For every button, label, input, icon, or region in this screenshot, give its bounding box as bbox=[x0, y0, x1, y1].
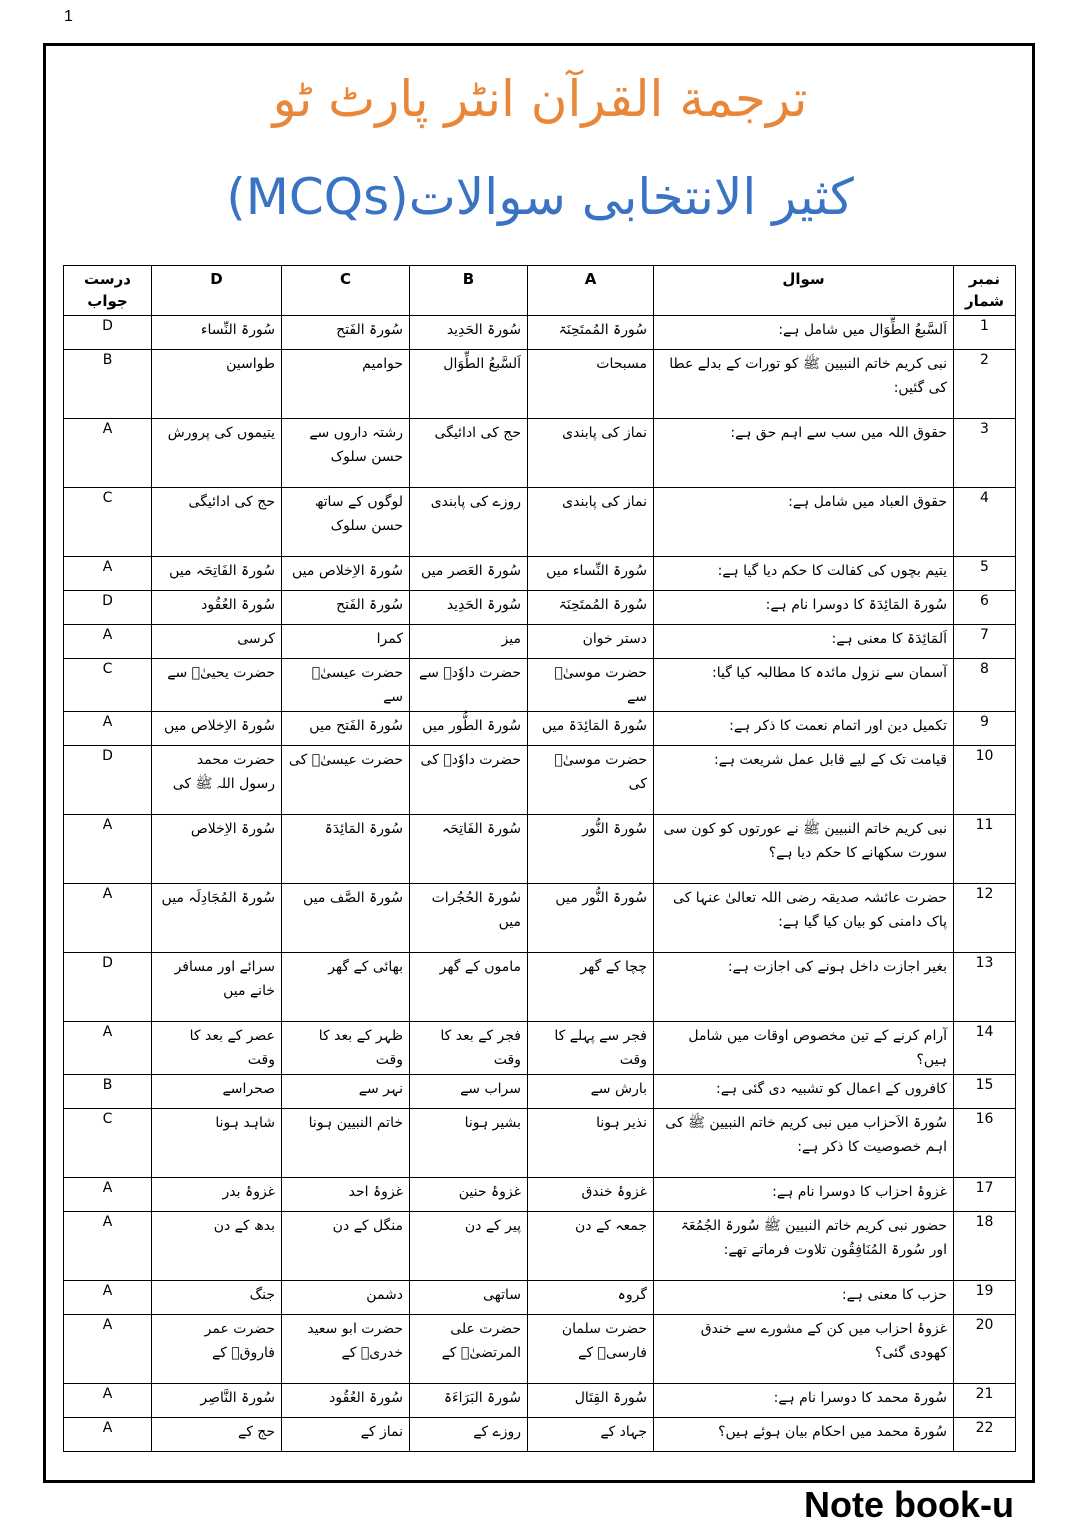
option-a-cell: حضرت سلمان فارسیؓ کے bbox=[528, 1315, 654, 1384]
table-row bbox=[64, 1315, 1016, 1384]
answer-cell: B bbox=[64, 1075, 152, 1109]
table-row bbox=[64, 419, 1016, 488]
question-cell: حزب کا معنی ہے: bbox=[654, 1281, 954, 1315]
option-c-cell: نہر سے bbox=[282, 1075, 410, 1109]
question-cell: اَلسَّبعُ الطِّوَال میں شامل ہے: bbox=[654, 316, 954, 350]
header-a: A bbox=[528, 266, 654, 316]
row-number: 22 bbox=[954, 1418, 1016, 1452]
option-b-cell: میز bbox=[410, 625, 528, 659]
answer-cell: A bbox=[64, 625, 152, 659]
header-c: C bbox=[282, 266, 410, 316]
option-a-cell: دستر خوان bbox=[528, 625, 654, 659]
option-b-cell: اَلسَّبعُ الطِّوَال bbox=[410, 350, 528, 419]
option-a-cell: نماز کی پابندی bbox=[528, 488, 654, 557]
answer-cell: C bbox=[64, 659, 152, 712]
question-cell: اَلمَائِدَۃ کا معنی ہے: bbox=[654, 625, 954, 659]
table-row bbox=[64, 350, 1016, 419]
option-d-cell: سُورۃ الفَاتِحَہ میں bbox=[152, 557, 282, 591]
row-number: 19 bbox=[954, 1281, 1016, 1315]
option-d-cell: جنگ bbox=[152, 1281, 282, 1315]
document-title: ترجمة القرآن انٹر پارٹ ٹو bbox=[272, 70, 808, 128]
option-c-cell: سُورۃ الفَتح bbox=[282, 591, 410, 625]
option-a-cell: سُورۃ المُمتَحِنَۃ bbox=[528, 316, 654, 350]
option-d-cell: سُورۃ النِّساء bbox=[152, 316, 282, 350]
option-c-cell: حضرت عیسیٰؑ کی bbox=[282, 746, 410, 815]
option-b-cell: حضرت داوٗدؑ کی bbox=[410, 746, 528, 815]
option-b-cell: حضرت داوٗدؑ سے bbox=[410, 659, 528, 712]
row-number: 10 bbox=[954, 746, 1016, 815]
table-row bbox=[64, 625, 1016, 659]
answer-cell: C bbox=[64, 1109, 152, 1178]
table-row bbox=[64, 746, 1016, 815]
option-d-cell: سُورۃ الاِخلاص میں bbox=[152, 712, 282, 746]
option-a-cell: گروہ bbox=[528, 1281, 654, 1315]
document-subtitle: کثیر الانتخابی سوالات(MCQs) bbox=[226, 168, 854, 226]
table-row bbox=[64, 1281, 1016, 1315]
option-c-cell: سُورۃ المَائِدَۃ bbox=[282, 815, 410, 884]
option-a-cell: سُورۃ النِّساء میں bbox=[528, 557, 654, 591]
option-b-cell: حج کی ادائیگی bbox=[410, 419, 528, 488]
option-b-cell: روزے کے bbox=[410, 1418, 528, 1452]
table-row bbox=[64, 1212, 1016, 1281]
answer-cell: C bbox=[64, 488, 152, 557]
option-b-cell: سُورۃ الطُّور میں bbox=[410, 712, 528, 746]
row-number: 12 bbox=[954, 884, 1016, 953]
option-c-cell: سُورۃ العُقُود bbox=[282, 1384, 410, 1418]
footer-brand: Note book-u bbox=[804, 1484, 1014, 1525]
option-d-cell: بدھ کے دن bbox=[152, 1212, 282, 1281]
option-c-cell: حوامیم bbox=[282, 350, 410, 419]
table-row bbox=[64, 1075, 1016, 1109]
option-c-cell: سُورۃ الفَتح bbox=[282, 316, 410, 350]
option-c-cell: سُورۃ الصَّف میں bbox=[282, 884, 410, 953]
option-b-cell: سُورۃ العَصر میں bbox=[410, 557, 528, 591]
answer-cell: D bbox=[64, 591, 152, 625]
question-cell: کافروں کے اعمال کو تشبیہ دی گئی ہے: bbox=[654, 1075, 954, 1109]
option-b-cell: سُورۃ الفَاتِحَہ bbox=[410, 815, 528, 884]
option-c-cell: سُورۃ الفَتح میں bbox=[282, 712, 410, 746]
option-d-cell: عصر کے بعد کا وقت bbox=[152, 1022, 282, 1075]
table-row bbox=[64, 1022, 1016, 1075]
header-answer: درست جواب bbox=[64, 266, 152, 316]
option-c-cell: غزوۂ احد bbox=[282, 1178, 410, 1212]
row-number: 15 bbox=[954, 1075, 1016, 1109]
question-cell: آسمان سے نزول مائدہ کا مطالبہ کیا گیا: bbox=[654, 659, 954, 712]
answer-cell: A bbox=[64, 1022, 152, 1075]
question-cell: سُورۃ محمد کا دوسرا نام ہے: bbox=[654, 1384, 954, 1418]
option-a-cell: سُورۃ المُمتَحِنَۃ bbox=[528, 591, 654, 625]
option-c-cell: لوگوں کے ساتھ حسن سلوک bbox=[282, 488, 410, 557]
option-b-cell: روزے کی پابندی bbox=[410, 488, 528, 557]
option-a-cell: غزوۂ خندق bbox=[528, 1178, 654, 1212]
row-number: 9 bbox=[954, 712, 1016, 746]
option-b-cell: ماموں کے گھر bbox=[410, 953, 528, 1022]
option-c-cell: ظہر کے بعد کا وقت bbox=[282, 1022, 410, 1075]
question-cell: حقوق اللہ میں سب سے اہم حق ہے: bbox=[654, 419, 954, 488]
question-cell: سُورۃ محمد میں احکام بیان ہوئے ہیں؟ bbox=[654, 1418, 954, 1452]
option-a-cell: مسبحات bbox=[528, 350, 654, 419]
row-number: 11 bbox=[954, 815, 1016, 884]
table-row bbox=[64, 1418, 1016, 1452]
row-number: 20 bbox=[954, 1315, 1016, 1384]
row-number: 8 bbox=[954, 659, 1016, 712]
answer-cell: A bbox=[64, 1418, 152, 1452]
option-b-cell: غزوۂ حنین bbox=[410, 1178, 528, 1212]
option-a-cell: نذیر ہونا bbox=[528, 1109, 654, 1178]
table-row bbox=[64, 884, 1016, 953]
mcq-table bbox=[63, 265, 1016, 1452]
header-question: سوال bbox=[654, 266, 954, 316]
question-cell: بغیر اجازت داخل ہونے کی اجازت ہے: bbox=[654, 953, 954, 1022]
row-number: 2 bbox=[954, 350, 1016, 419]
answer-cell: A bbox=[64, 1384, 152, 1418]
option-d-cell: حضرت محمد رسول اللہ ﷺ کی bbox=[152, 746, 282, 815]
row-number: 16 bbox=[954, 1109, 1016, 1178]
option-d-cell: حضرت یحییٰؑ سے bbox=[152, 659, 282, 712]
row-number: 5 bbox=[954, 557, 1016, 591]
header-sno: نمبر شمار bbox=[954, 266, 1016, 316]
option-d-cell: طواسین bbox=[152, 350, 282, 419]
option-c-cell: خاتم النبیین ہونا bbox=[282, 1109, 410, 1178]
option-b-cell: فجر کے بعد کا وقت bbox=[410, 1022, 528, 1075]
header-d: D bbox=[152, 266, 282, 316]
row-number: 6 bbox=[954, 591, 1016, 625]
row-number: 18 bbox=[954, 1212, 1016, 1281]
option-a-cell: چچا کے گھر bbox=[528, 953, 654, 1022]
row-number: 21 bbox=[954, 1384, 1016, 1418]
table-row bbox=[64, 316, 1016, 350]
option-c-cell: حضرت عیسیٰؑ سے bbox=[282, 659, 410, 712]
row-number: 3 bbox=[954, 419, 1016, 488]
option-b-cell: سُورۃ الحَدِید bbox=[410, 591, 528, 625]
question-cell: غزوۂ احزاب میں کن کے مشورے سے خندق کھودی گئی؟ bbox=[654, 1315, 954, 1384]
answer-cell: D bbox=[64, 746, 152, 815]
table-row bbox=[64, 591, 1016, 625]
answer-cell: D bbox=[64, 316, 152, 350]
answer-cell: A bbox=[64, 884, 152, 953]
option-d-cell: سُورۃ العُقُود bbox=[152, 591, 282, 625]
page-number: 1 bbox=[64, 8, 73, 25]
option-b-cell: حضرت علی المرتضیٰؓ کے bbox=[410, 1315, 528, 1384]
answer-cell: A bbox=[64, 1281, 152, 1315]
question-cell: نبی کریم خاتم النبیین ﷺ نے عورتوں کو کون سی سورت سکھانے کا حکم دیا ہے؟ bbox=[654, 815, 954, 884]
table-row bbox=[64, 953, 1016, 1022]
option-c-cell: سُورۃ الاِخلاص میں bbox=[282, 557, 410, 591]
option-a-cell: سُورۃ المَائِدَۃ میں bbox=[528, 712, 654, 746]
option-a-cell: سُورۃ النُّور bbox=[528, 815, 654, 884]
option-a-cell: جمعہ کے دن bbox=[528, 1212, 654, 1281]
option-b-cell: سُورۃ البَرَاءَۃ bbox=[410, 1384, 528, 1418]
option-b-cell: سُورۃ الحُجُرات میں bbox=[410, 884, 528, 953]
option-d-cell: حضرت عمر فاروقؓ کے bbox=[152, 1315, 282, 1384]
answer-cell: A bbox=[64, 1212, 152, 1281]
option-d-cell: حج کے bbox=[152, 1418, 282, 1452]
option-b-cell: سُورۃ الحَدِید bbox=[410, 316, 528, 350]
option-b-cell: بشیر ہونا bbox=[410, 1109, 528, 1178]
option-d-cell: سُورۃ النَّاصِر bbox=[152, 1384, 282, 1418]
answer-cell: A bbox=[64, 1178, 152, 1212]
table-row bbox=[64, 1178, 1016, 1212]
option-b-cell: سراب سے bbox=[410, 1075, 528, 1109]
answer-cell: A bbox=[64, 1315, 152, 1384]
option-a-cell: حضرت موسیٰؑ سے bbox=[528, 659, 654, 712]
option-d-cell: شاہد ہونا bbox=[152, 1109, 282, 1178]
answer-cell: A bbox=[64, 712, 152, 746]
answer-cell: A bbox=[64, 419, 152, 488]
question-cell: آرام کرنے کے تین مخصوص اوقات میں شامل ہیں؟ bbox=[654, 1022, 954, 1075]
row-number: 7 bbox=[954, 625, 1016, 659]
option-c-cell: کمرا bbox=[282, 625, 410, 659]
question-cell: حضور نبی کریم خاتم النبیین ﷺ سُورۃ الجُمُعَۃ اور سُورۃ المُنَافِقُون تلاوت فرماتے تھے: bbox=[654, 1212, 954, 1281]
option-c-cell: منگل کے دن bbox=[282, 1212, 410, 1281]
option-a-cell: سُورۃ القِتَال bbox=[528, 1384, 654, 1418]
option-d-cell: حج کی ادائیگی bbox=[152, 488, 282, 557]
option-c-cell: حضرت ابو سعید خدریؓ کے bbox=[282, 1315, 410, 1384]
table-row bbox=[64, 557, 1016, 591]
table-row bbox=[64, 815, 1016, 884]
question-cell: نبی کریم خاتم النبیین ﷺ کو تورات کے بدلے عطا کی گئیں: bbox=[654, 350, 954, 419]
option-b-cell: پیر کے دن bbox=[410, 1212, 528, 1281]
question-cell: تکمیل دین اور اتمام نعمت کا ذکر ہے: bbox=[654, 712, 954, 746]
answer-cell: B bbox=[64, 350, 152, 419]
question-cell: حقوق العباد میں شامل ہے: bbox=[654, 488, 954, 557]
option-d-cell: سُورۃ الاِخلاص bbox=[152, 815, 282, 884]
row-number: 13 bbox=[954, 953, 1016, 1022]
header-b: B bbox=[410, 266, 528, 316]
option-d-cell: صحراسے bbox=[152, 1075, 282, 1109]
row-number: 17 bbox=[954, 1178, 1016, 1212]
question-cell: یتیم بچوں کی کفالت کا حکم دیا گیا ہے: bbox=[654, 557, 954, 591]
option-a-cell: فجر سے پہلے کا وقت bbox=[528, 1022, 654, 1075]
row-number: 4 bbox=[954, 488, 1016, 557]
question-cell: سُورۃ الاَحزاب میں نبی کریم خاتم النبیین ﷺ کی اہم خصوصیت کا ذکر ہے: bbox=[654, 1109, 954, 1178]
answer-cell: A bbox=[64, 557, 152, 591]
question-cell: حضرت عائشہ صدیقہ رضی اللہ تعالیٰ عنہا کی پاک دامنی کو بیان کیا گیا ہے: bbox=[654, 884, 954, 953]
row-number: 14 bbox=[954, 1022, 1016, 1075]
option-c-cell: دشمن bbox=[282, 1281, 410, 1315]
option-a-cell: جہاد کے bbox=[528, 1418, 654, 1452]
table-row bbox=[64, 712, 1016, 746]
option-b-cell: ساتھی bbox=[410, 1281, 528, 1315]
answer-cell: A bbox=[64, 815, 152, 884]
table-header-row bbox=[64, 266, 1016, 316]
option-d-cell: یتیموں کی پرورش bbox=[152, 419, 282, 488]
row-number: 1 bbox=[954, 316, 1016, 350]
table-row bbox=[64, 1109, 1016, 1178]
table-row bbox=[64, 488, 1016, 557]
option-a-cell: بارش سے bbox=[528, 1075, 654, 1109]
answer-cell: D bbox=[64, 953, 152, 1022]
table-row bbox=[64, 1384, 1016, 1418]
option-c-cell: نماز کے bbox=[282, 1418, 410, 1452]
option-d-cell: سُورۃ المُجَادِلَہ میں bbox=[152, 884, 282, 953]
option-d-cell: غزوۂ بدر bbox=[152, 1178, 282, 1212]
option-c-cell: بھائی کے گھر bbox=[282, 953, 410, 1022]
option-d-cell: کرسی bbox=[152, 625, 282, 659]
option-a-cell: سُورۃ النُّور میں bbox=[528, 884, 654, 953]
table-row bbox=[64, 659, 1016, 712]
option-c-cell: رشتہ داروں سے حسن سلوک bbox=[282, 419, 410, 488]
question-cell: سُورۃ المَائِدَۃ کا دوسرا نام ہے: bbox=[654, 591, 954, 625]
option-a-cell: نماز کی پابندی bbox=[528, 419, 654, 488]
question-cell: قیامت تک کے لیے قابل عمل شریعت ہے: bbox=[654, 746, 954, 815]
option-a-cell: حضرت موسیٰؑ کی bbox=[528, 746, 654, 815]
option-d-cell: سرائے اور مسافر خانے میں bbox=[152, 953, 282, 1022]
question-cell: غزوۂ احزاب کا دوسرا نام ہے: bbox=[654, 1178, 954, 1212]
